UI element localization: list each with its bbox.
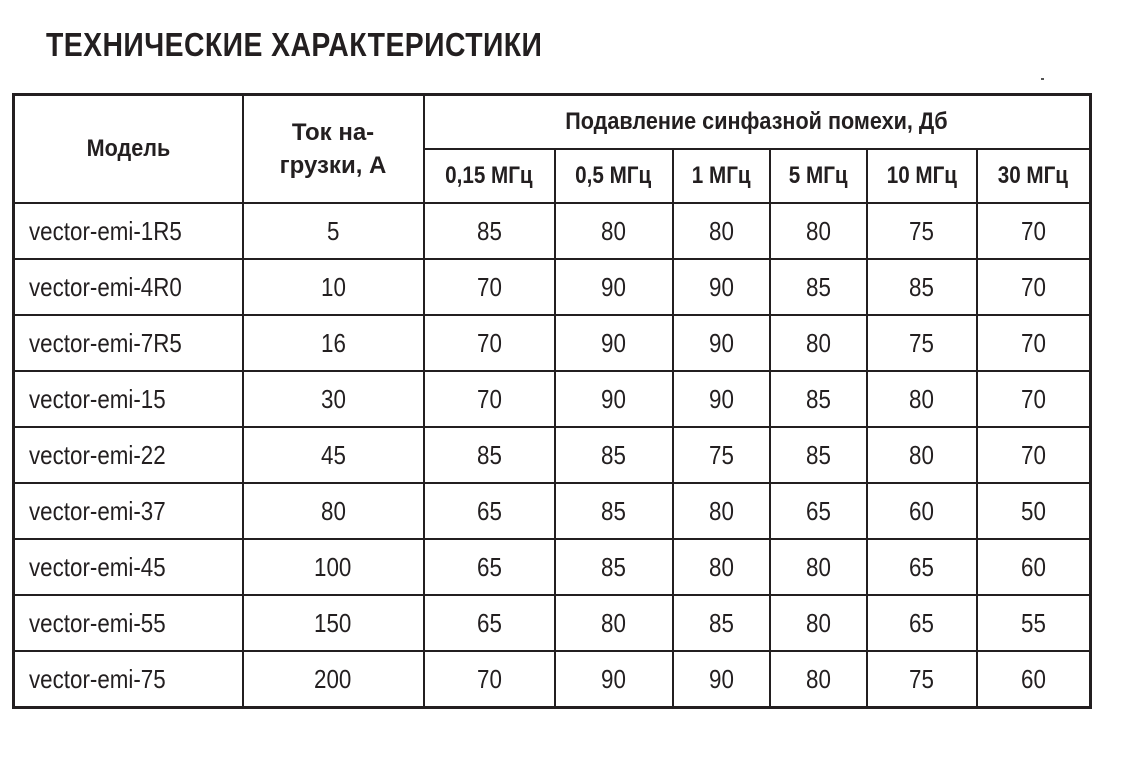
cell-suppression-text: 70	[476, 383, 502, 414]
cell-suppression-text: 80	[708, 495, 734, 526]
cell-suppression-value	[673, 595, 770, 651]
cell-suppression-value	[867, 483, 977, 539]
cell-suppression-text: 80	[708, 551, 734, 582]
cell-suppression-text: 65	[805, 495, 831, 526]
cell-model	[14, 427, 243, 483]
cell-suppression-text: 70	[476, 663, 502, 694]
cell-suppression-value	[977, 259, 1091, 315]
cell-suppression-value	[424, 483, 555, 539]
cell-suppression-text: 75	[909, 663, 934, 694]
cell-suppression-text: 85	[476, 215, 502, 246]
cell-load-current-text: 80	[320, 495, 346, 526]
cell-load-current	[243, 539, 424, 595]
cell-model	[14, 483, 243, 539]
cell-suppression-value	[555, 595, 673, 651]
cell-suppression-text: 80	[909, 383, 934, 414]
cell-suppression-value	[673, 259, 770, 315]
header-freq	[424, 149, 555, 203]
cell-suppression-value	[673, 203, 770, 259]
cell-model	[14, 315, 243, 371]
header-freq	[867, 149, 977, 203]
cell-load-current	[243, 651, 424, 708]
cell-suppression-value	[673, 427, 770, 483]
cell-suppression-text: 70	[1020, 439, 1046, 470]
table-row	[14, 427, 1091, 483]
cell-suppression-text: 75	[909, 327, 934, 358]
header-freq	[673, 149, 770, 203]
cell-load-current	[243, 259, 424, 315]
cell-suppression-value	[555, 203, 673, 259]
cell-suppression-text: 60	[909, 495, 934, 526]
cell-suppression-text: 70	[1020, 215, 1046, 246]
spec-table	[12, 93, 1092, 709]
cell-suppression-text: 80	[708, 215, 734, 246]
cell-suppression-value	[867, 371, 977, 427]
cell-load-current	[243, 595, 424, 651]
cell-suppression-value	[555, 371, 673, 427]
cell-suppression-value	[977, 539, 1091, 595]
page-title: ТЕХНИЧЕСКИЕ ХАРАКТЕРИСТИКИ	[46, 26, 543, 63]
cell-suppression-value	[555, 315, 673, 371]
cell-suppression-text: 65	[909, 607, 934, 638]
cell-suppression-text: 90	[601, 327, 626, 358]
cell-model-text: vector-emi-55	[29, 607, 166, 638]
header-freq-label: 1 МГц	[691, 162, 751, 189]
cell-suppression-value	[770, 483, 867, 539]
cell-model	[14, 259, 243, 315]
cell-suppression-value	[424, 203, 555, 259]
cell-suppression-value	[424, 315, 555, 371]
cell-suppression-value	[555, 259, 673, 315]
cell-suppression-text: 85	[805, 271, 831, 302]
cell-suppression-text: 90	[708, 383, 734, 414]
cell-suppression-text: 85	[909, 271, 934, 302]
cell-suppression-text: 70	[476, 271, 502, 302]
cell-suppression-value	[424, 371, 555, 427]
cell-model	[14, 651, 243, 708]
cell-suppression-text: 75	[708, 439, 734, 470]
cell-suppression-value	[867, 427, 977, 483]
decorative-dot	[1041, 78, 1044, 80]
cell-suppression-value	[424, 595, 555, 651]
table-row	[14, 651, 1091, 708]
cell-suppression-text: 85	[708, 607, 734, 638]
cell-model-text: vector-emi-7R5	[29, 327, 182, 358]
header-freq-label: 5 МГц	[788, 162, 848, 189]
cell-model	[14, 539, 243, 595]
cell-suppression-value	[673, 651, 770, 708]
header-freq	[555, 149, 673, 203]
cell-suppression-value	[867, 259, 977, 315]
cell-suppression-value	[867, 595, 977, 651]
cell-model-text: vector-emi-37	[29, 495, 166, 526]
cell-suppression-text: 90	[708, 663, 734, 694]
cell-suppression-value	[424, 427, 555, 483]
cell-suppression-text: 85	[805, 383, 831, 414]
cell-suppression-text: 80	[909, 439, 934, 470]
cell-load-current	[243, 315, 424, 371]
cell-load-current	[243, 483, 424, 539]
cell-suppression-value	[424, 259, 555, 315]
cell-suppression-text: 65	[476, 551, 502, 582]
cell-suppression-value	[977, 483, 1091, 539]
cell-suppression-text: 65	[909, 551, 934, 582]
header-freq	[977, 149, 1091, 203]
table-header	[14, 95, 1091, 204]
cell-suppression-text: 70	[1020, 327, 1046, 358]
header-freq-label: 10 МГц	[886, 162, 957, 189]
table-row	[14, 595, 1091, 651]
cell-suppression-text: 90	[708, 327, 734, 358]
cell-suppression-value	[977, 427, 1091, 483]
cell-model-text: vector-emi-22	[29, 439, 166, 470]
cell-load-current	[243, 203, 424, 259]
table-row	[14, 203, 1091, 259]
table-row	[14, 371, 1091, 427]
cell-suppression-text: 80	[805, 607, 831, 638]
cell-load-current	[243, 427, 424, 483]
cell-suppression-text: 80	[601, 607, 626, 638]
cell-suppression-value	[977, 203, 1091, 259]
cell-load-current-text: 10	[320, 271, 346, 302]
cell-suppression-value	[424, 539, 555, 595]
cell-suppression-value	[977, 315, 1091, 371]
cell-suppression-value	[673, 483, 770, 539]
cell-suppression-value	[867, 651, 977, 708]
cell-suppression-value	[770, 259, 867, 315]
cell-suppression-text: 80	[805, 215, 831, 246]
cell-model-text: vector-emi-45	[29, 551, 166, 582]
cell-suppression-value	[977, 371, 1091, 427]
cell-suppression-text: 90	[601, 663, 626, 694]
cell-load-current-text: 200	[314, 663, 352, 694]
cell-suppression-text: 75	[909, 215, 934, 246]
cell-load-current-text: 100	[314, 551, 352, 582]
cell-load-current-text: 16	[320, 327, 346, 358]
cell-load-current-text: 150	[314, 607, 352, 638]
cell-suppression-text: 80	[805, 663, 831, 694]
cell-load-current-text: 5	[326, 215, 340, 246]
table-body	[14, 203, 1091, 708]
cell-suppression-text: 80	[805, 327, 831, 358]
cell-suppression-value	[555, 651, 673, 708]
table-row	[14, 483, 1091, 539]
header-freq	[770, 149, 867, 203]
cell-load-current-text: 30	[320, 383, 346, 414]
cell-suppression-text: 85	[805, 439, 831, 470]
cell-suppression-text: 85	[476, 439, 502, 470]
cell-suppression-value	[555, 427, 673, 483]
header-freq-label: 0,15 МГц	[445, 162, 533, 189]
cell-suppression-value	[867, 203, 977, 259]
cell-load-current	[243, 371, 424, 427]
table-row	[14, 315, 1091, 371]
cell-suppression-value	[770, 427, 867, 483]
header-row-1	[14, 95, 1091, 150]
cell-suppression-value	[673, 315, 770, 371]
cell-suppression-value	[770, 315, 867, 371]
header-load-current	[243, 95, 424, 204]
header-freq-label: 30 МГц	[998, 162, 1069, 189]
cell-suppression-text: 50	[1020, 495, 1046, 526]
cell-suppression-text: 80	[601, 215, 626, 246]
cell-model-text: vector-emi-15	[29, 383, 166, 414]
cell-suppression-value	[673, 371, 770, 427]
cell-suppression-value	[673, 539, 770, 595]
cell-suppression-text: 85	[601, 495, 626, 526]
cell-suppression-text: 55	[1020, 607, 1046, 638]
cell-model	[14, 203, 243, 259]
cell-suppression-value	[555, 483, 673, 539]
cell-suppression-text: 60	[1020, 663, 1046, 694]
cell-suppression-text: 90	[601, 383, 626, 414]
header-suppression-label: Подавление синфазной помехи, Дб	[565, 108, 948, 135]
cell-model-text: vector-emi-1R5	[29, 215, 182, 246]
cell-load-current-text: 45	[320, 439, 346, 470]
cell-suppression-text: 80	[805, 551, 831, 582]
cell-suppression-text: 70	[1020, 383, 1046, 414]
cell-suppression-text: 70	[1020, 271, 1046, 302]
cell-suppression-value	[977, 595, 1091, 651]
cell-model	[14, 371, 243, 427]
cell-suppression-text: 65	[476, 495, 502, 526]
table-row	[14, 539, 1091, 595]
cell-suppression-value	[867, 315, 977, 371]
header-suppression-group	[424, 95, 1091, 150]
cell-suppression-value	[770, 595, 867, 651]
cell-model	[14, 595, 243, 651]
cell-suppression-text: 65	[476, 607, 502, 638]
cell-model-text: vector-emi-4R0	[29, 271, 182, 302]
cell-suppression-value	[770, 203, 867, 259]
cell-suppression-text: 90	[708, 271, 734, 302]
table-row	[14, 259, 1091, 315]
cell-suppression-value	[867, 539, 977, 595]
cell-suppression-text: 85	[601, 439, 626, 470]
cell-model-text: vector-emi-75	[29, 663, 166, 694]
cell-suppression-value	[424, 651, 555, 708]
header-model	[14, 95, 243, 204]
header-model-label: Модель	[86, 135, 171, 162]
cell-suppression-text: 70	[476, 327, 502, 358]
cell-suppression-text: 60	[1020, 551, 1046, 582]
cell-suppression-value	[977, 651, 1091, 708]
header-load-current-label: Ток на-грузки, А	[279, 119, 387, 179]
cell-suppression-value	[770, 651, 867, 708]
cell-suppression-text: 85	[601, 551, 626, 582]
cell-suppression-text: 90	[601, 271, 626, 302]
cell-suppression-value	[555, 539, 673, 595]
cell-suppression-value	[770, 371, 867, 427]
header-freq-label: 0,5 МГц	[575, 162, 652, 189]
cell-suppression-value	[770, 539, 867, 595]
